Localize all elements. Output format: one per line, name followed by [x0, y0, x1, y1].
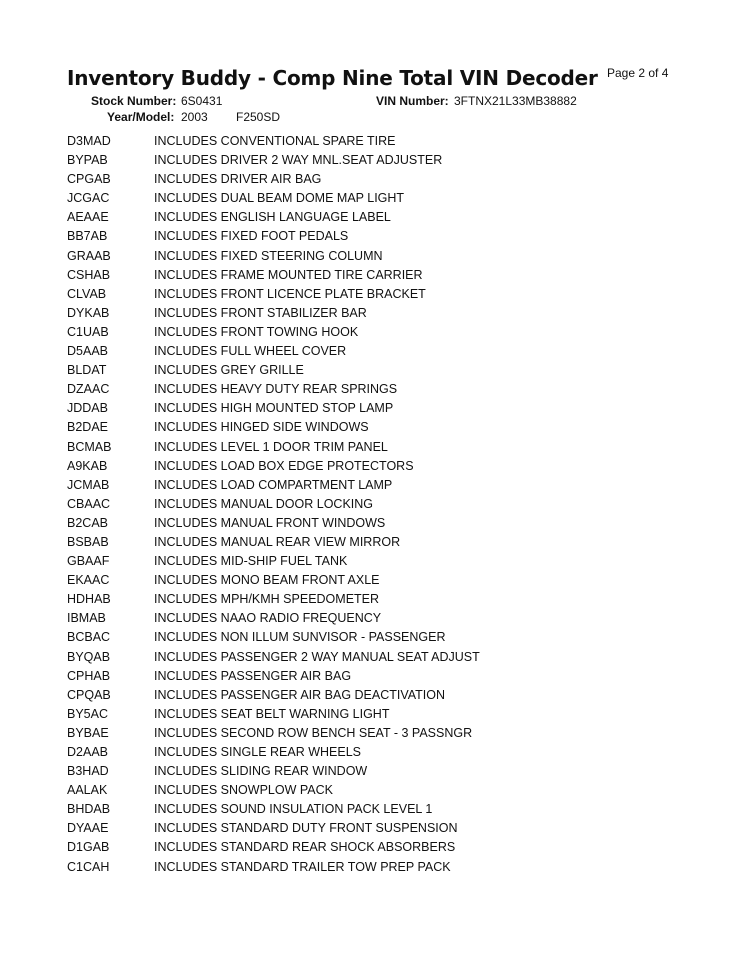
option-code: BCBAC — [67, 630, 111, 645]
list-item — [67, 249, 707, 268]
option-code: BLDAT — [67, 363, 107, 378]
list-item — [67, 573, 707, 592]
option-description: INCLUDES PASSENGER 2 WAY MANUAL SEAT ADJUST — [154, 649, 480, 664]
option-code: D2AAB — [67, 745, 108, 759]
option-code: B2DAE — [67, 420, 108, 435]
option-description: INCLUDES MPH/KMH SPEEDOMETER — [154, 592, 380, 607]
option-code: B2CAB — [67, 515, 108, 530]
list-item — [67, 802, 707, 821]
option-code: CBAAC — [67, 496, 111, 511]
list-item — [67, 306, 707, 325]
option-code: JDDAB — [67, 401, 108, 416]
option-code: BYQAB — [67, 649, 111, 664]
option-description: INCLUDES MANUAL FRONT WINDOWS — [154, 515, 386, 530]
list-item — [67, 268, 707, 287]
list-item — [67, 764, 707, 783]
list-item — [67, 497, 707, 516]
option-code: D1GAB — [67, 840, 110, 855]
option-description: INCLUDES HEAVY DUTY REAR SPRINGS — [154, 382, 398, 397]
list-item — [67, 535, 707, 554]
option-code: BY5AC — [67, 706, 108, 721]
list-item — [67, 440, 707, 459]
list-item — [67, 401, 707, 420]
list-item — [67, 134, 707, 153]
option-description: INCLUDES LOAD COMPARTMENT LAMP — [154, 477, 393, 492]
option-code: CLVAB — [67, 286, 107, 301]
list-item — [67, 191, 707, 210]
list-item — [67, 630, 707, 649]
list-item — [67, 478, 707, 497]
option-description: INCLUDES SINGLE REAR WHEELS — [154, 745, 361, 759]
option-code: JCMAB — [67, 477, 110, 492]
stock-number — [91, 94, 223, 108]
option-description: INCLUDES NAAO RADIO FREQUENCY — [154, 611, 382, 626]
list-item — [67, 650, 707, 669]
list-item — [67, 840, 707, 859]
list-item — [67, 783, 707, 802]
list-item — [67, 325, 707, 344]
option-description: INCLUDES SLIDING REAR WINDOW — [154, 764, 368, 779]
list-item — [67, 554, 707, 573]
option-description: INCLUDES MID-SHIP FUEL TANK — [154, 554, 348, 569]
option-description: INCLUDES MANUAL REAR VIEW MIRROR — [154, 534, 401, 549]
option-code: BHDAB — [67, 802, 111, 817]
option-description: INCLUDES FRAME MOUNTED TIRE CARRIER — [154, 267, 423, 282]
option-code: JCGAC — [67, 191, 110, 206]
list-item — [67, 459, 707, 478]
option-code: HDHAB — [67, 592, 111, 607]
option-code: CPHAB — [67, 668, 111, 683]
option-description: INCLUDES HINGED SIDE WINDOWS — [154, 420, 369, 435]
stock-number-value: 6S0431 — [181, 94, 223, 108]
list-item — [67, 382, 707, 401]
list-item — [67, 707, 707, 726]
list-item — [67, 688, 707, 707]
option-code: GBAAF — [67, 554, 110, 569]
option-code: BB7AB — [67, 229, 108, 244]
option-description: INCLUDES ENGLISH LANGUAGE LABEL — [154, 210, 391, 225]
list-item — [67, 745, 707, 764]
option-code: GRAAB — [67, 248, 111, 263]
list-item — [67, 229, 707, 248]
vin-number-value: 3FTNX21L33MB38882 — [454, 94, 577, 108]
option-code-list — [67, 134, 707, 879]
list-item — [67, 153, 707, 172]
page-title: Inventory Buddy - Comp Nine Total VIN Decoder — [67, 66, 598, 90]
option-description: INCLUDES HIGH MOUNTED STOP LAMP — [154, 401, 394, 416]
option-description: INCLUDES STANDARD TRAILER TOW PREP PACK — [154, 859, 451, 874]
option-description: INCLUDES LEVEL 1 DOOR TRIM PANEL — [154, 439, 388, 454]
vin-number — [376, 94, 577, 108]
option-description: INCLUDES FRONT TOWING HOOK — [154, 324, 359, 339]
option-description: INCLUDES GREY GRILLE — [154, 363, 304, 378]
option-description: INCLUDES SNOWPLOW PACK — [154, 783, 333, 798]
model-value: F250SD — [236, 110, 281, 124]
list-item — [67, 592, 707, 611]
option-description: INCLUDES SECOND ROW BENCH SEAT - 3 PASSNGR — [154, 725, 473, 740]
option-description: INCLUDES MANUAL DOOR LOCKING — [154, 496, 374, 511]
option-description: INCLUDES FRONT LICENCE PLATE BRACKET — [154, 286, 426, 301]
option-description: INCLUDES CONVENTIONAL SPARE TIRE — [154, 134, 396, 148]
option-description: INCLUDES PASSENGER AIR BAG DEACTIVATION — [154, 687, 446, 702]
list-item — [67, 516, 707, 535]
list-item — [67, 210, 707, 229]
stock-number-label: Stock Number: — [91, 94, 177, 108]
year-model-label: Year/Model: — [107, 110, 175, 124]
option-code: BSBAB — [67, 534, 109, 549]
page-number: Page 2 of 4 — [607, 66, 669, 80]
option-code: D3MAD — [67, 134, 111, 148]
option-code: AALAK — [67, 783, 108, 798]
list-item — [67, 363, 707, 382]
option-code: BYPAB — [67, 153, 108, 168]
option-description: INCLUDES FRONT STABILIZER BAR — [154, 305, 367, 320]
year-value: 2003 — [181, 110, 208, 124]
option-code: DZAAC — [67, 382, 110, 397]
option-description: INCLUDES DRIVER AIR BAG — [154, 172, 322, 187]
option-code: A9KAB — [67, 458, 108, 473]
option-code: BYBAE — [67, 725, 109, 740]
year-model — [107, 110, 208, 124]
option-code: DYKAB — [67, 305, 110, 320]
option-code: IBMAB — [67, 611, 106, 626]
option-code: C1UAB — [67, 324, 109, 339]
option-code: EKAAC — [67, 573, 110, 588]
option-code: CPGAB — [67, 172, 111, 187]
option-description: INCLUDES LOAD BOX EDGE PROTECTORS — [154, 458, 414, 473]
list-item — [67, 611, 707, 630]
option-description: INCLUDES STANDARD DUTY FRONT SUSPENSION — [154, 821, 458, 836]
list-item — [67, 726, 707, 745]
list-item — [67, 287, 707, 306]
option-code: AEAAE — [67, 210, 109, 225]
option-description: INCLUDES DRIVER 2 WAY MNL.SEAT ADJUSTER — [154, 153, 443, 168]
option-code: D5AAB — [67, 344, 108, 359]
option-code: C1CAH — [67, 859, 110, 874]
list-item — [67, 821, 707, 840]
vin-number-label: VIN Number: — [376, 94, 449, 108]
option-description: INCLUDES SEAT BELT WARNING LIGHT — [154, 706, 390, 721]
option-description: INCLUDES DUAL BEAM DOME MAP LIGHT — [154, 191, 405, 206]
option-description: INCLUDES STANDARD REAR SHOCK ABSORBERS — [154, 840, 456, 855]
option-code: B3HAD — [67, 764, 109, 779]
option-description: INCLUDES FULL WHEEL COVER — [154, 344, 347, 359]
list-item — [67, 860, 707, 879]
option-description: INCLUDES FIXED FOOT PEDALS — [154, 229, 349, 244]
list-item — [67, 172, 707, 191]
option-description: INCLUDES NON ILLUM SUNVISOR - PASSENGER — [154, 630, 446, 645]
option-description: INCLUDES MONO BEAM FRONT AXLE — [154, 573, 380, 588]
list-item — [67, 344, 707, 363]
option-code: CPQAB — [67, 687, 111, 702]
option-code: CSHAB — [67, 267, 111, 282]
list-item — [67, 669, 707, 688]
option-description: INCLUDES PASSENGER AIR BAG — [154, 668, 352, 683]
option-code: BCMAB — [67, 439, 112, 454]
list-item — [67, 420, 707, 439]
option-code: DYAAE — [67, 821, 109, 836]
option-description: INCLUDES FIXED STEERING COLUMN — [154, 248, 383, 263]
option-description: INCLUDES SOUND INSULATION PACK LEVEL 1 — [154, 802, 433, 817]
